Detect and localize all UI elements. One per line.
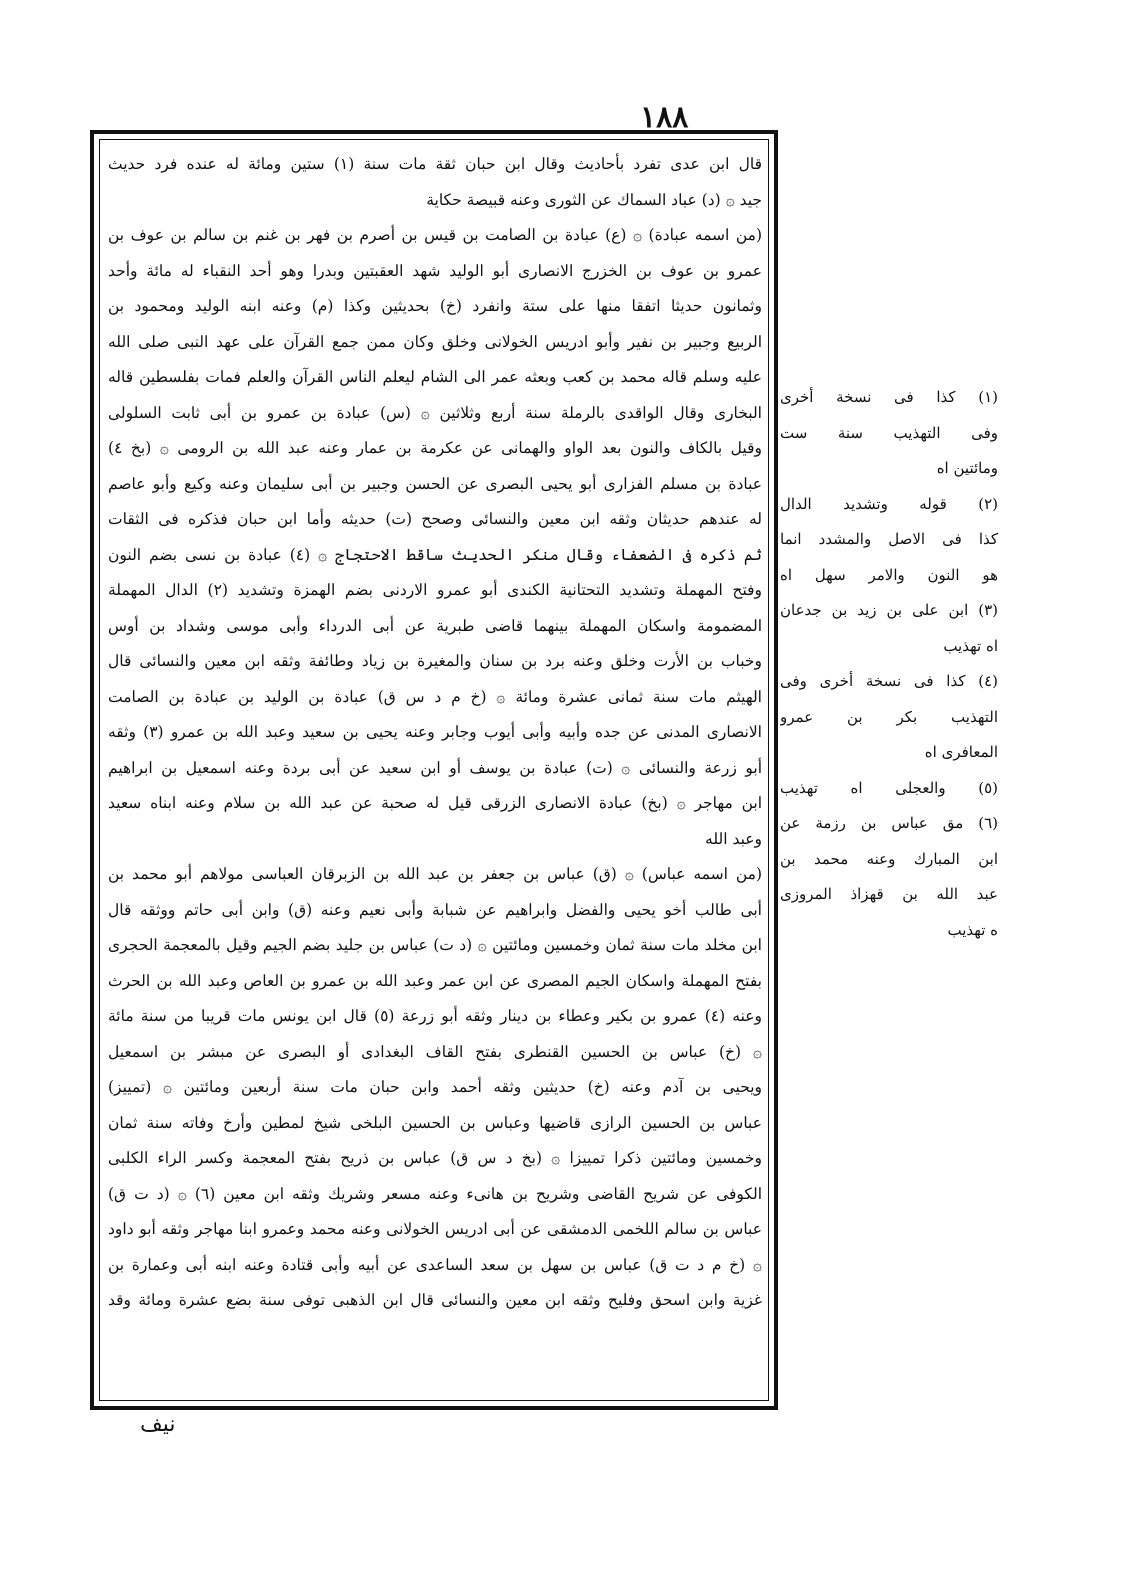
- note-line: ه تهذيب: [947, 920, 998, 939]
- text-line: غزية وابن اسحق وفليح وثقه ابن معين والنسائى قال ابن الذهبى توفى سنة بضع عشرة ومائة وقد: [108, 1291, 762, 1309]
- text-line: عليه وسلم قاله محمد بن كعب وبعثه عمر الى الشام ليعلم الناس القرآن والعلم فمات بفلسطين قاله: [108, 368, 762, 386]
- note-line: اه تهذيب: [943, 636, 998, 655]
- note-line: وفى التهذيب سنة ست: [780, 423, 998, 442]
- note-line: المعافرى اه: [924, 743, 998, 761]
- text-line: (من اسمه عبادة) ۞ (ع) عبادة بن الصامت بن قيس بن أصرم بن فهر بن غنم بن سالم بن عوف بن: [108, 226, 762, 244]
- text-line: الانصارى المدنى عن جده وأبيه وأبى أيوب وجابر وعنه يحيى بن سعيد وعبد الله بن عمرو (٣) وثقه: [108, 723, 762, 741]
- note-line: (٦) مق عباس بن رزمة عن: [780, 814, 998, 832]
- text-line: الكوفى عن شريح القاضى وشريح بن هانىء وعنه مسعر وشريك وثقه ابن معين (٦) ۞ (د ت ق): [108, 1184, 762, 1203]
- margin-notes: [780, 380, 998, 960]
- note-line: (١) كذا فى نسخة أخرى: [780, 388, 998, 406]
- text-line: وعنه (٤) عمرو بن بكير وعطاء بن دينار وثقه أبو زرعة (٥) قال ابن يونس مات قريبا من سنة مائة: [108, 1007, 762, 1025]
- text-line: وخمسين ومائتين ذكرا تمييزا ۞ (بخ د س ق) عباس بن ذريح بفتح المعجمة وكسر الراء الكلبى: [108, 1149, 762, 1167]
- text-line: (من اسمه عباس) ۞ (ق) عباس بن جعفر بن عبد الله بن الزبرقان العباسى مولاهم أبو محمد بن: [108, 865, 762, 883]
- text-line: عمرو بن عوف بن الخزرج الانصارى أبو الوليد شهد العقبتين وبدرا وهو أحد النقباء له مائة وأحد: [108, 261, 762, 280]
- note-line: (٢) قوله وتشديد الدال: [780, 494, 998, 513]
- text-line: أبى طالب أخو يحيى والفضل وابراهيم عن شبابة وأبى نعيم وعنه (ق) وابن أبى حاتم ووثقه قال: [108, 900, 762, 919]
- text-line: جيد ۞ (د) عباد السماك عن الثورى وعنه قبيصة حكاية: [426, 190, 762, 209]
- text-line: وقيل بالكاف والنون بعد الواو والهمانى عن عكرمة بن عمار وعنه عبد الله بن الرومى ۞ (بخ ٤): [108, 439, 762, 457]
- note-line: ابن المبارك وعنه محمد بن: [780, 849, 998, 868]
- text-line: ۞ (خ) عباس بن الحسين القنطرى بفتح القاف البغدادى أو البصرى عن مبشر بن اسمعيل: [108, 1042, 762, 1061]
- text-line: المضمومة واسكان المهملة بينهما قاضى طبرية عن أبى الدرداء وأبى موسى وشداد بن أوس: [108, 616, 762, 635]
- text-line: قال ابن عدى تفرد بأحاديث وقال ابن حبان ثقة مات سنة (١) ستين ومائة له عنده فرد حديث: [108, 155, 762, 173]
- text-line: وخباب بن الأرت وخلق وعنه برد بن سنان والمغيرة بن زياد وطائفة وثقه ابن معين والنسائى قال: [108, 652, 762, 670]
- text-line: بفتح المهملة واسكان الجيم المصرى عن ابن عمر وعبد الله بن عمرو بن العاص وعبد الله بن الحرث: [108, 971, 762, 990]
- text-line: وفتح المهملة وتشديد التحتانية الكندى أبو عمرو الاردنى بضم الهمزة وتشديد (٢) الدال المهملة: [108, 581, 762, 599]
- page-number: ١٨٨: [640, 100, 689, 135]
- text-line: له عندهم حديثان وثقه ابن معين والنسائى وصحح (ت) حديثه وأما ابن حبان فذكره فى الثقات: [108, 510, 762, 528]
- text-line: أبو زرعة والنسائى ۞ (ت) عبادة بن يوسف أو ابن سعيد عن أبى بردة وعنه اسمعيل بن ابراهيم: [108, 758, 762, 777]
- signature-mark: نيف: [140, 1412, 176, 1437]
- note-line: (٥) والعجلى اه تهذيب: [780, 778, 998, 797]
- note-line: ومائتين اه: [936, 459, 998, 477]
- text-line: وعبد الله: [705, 829, 762, 848]
- text-line: عباس بن سالم اللخمى الدمشقى عن أبى ادريس الخولانى وعنه محمد وعمرو ابنا مهاجر وثقه أبو داود: [108, 1220, 762, 1238]
- text-line: ثم ذكره فى الضعفاء وقال منكر الحديث ساقط الاحتجاج ۞ (٤) عبادة بن نسى بضم النون: [108, 545, 762, 564]
- text-line: ابن مهاجر ۞ (بخ) عبادة الانصارى الزرقى قيل له صحبة عن عبد الله بن سلام وعنه ابناه سعيد: [108, 794, 762, 812]
- text-line: الهيثم مات سنة ثمانى عشرة ومائة ۞ (خ م د س ق) عبادة بن الوليد بن عبادة بن الصامت: [108, 687, 762, 706]
- text-line: البخارى وقال الواقدى بالرملة سنة أربع وثلاثين ۞ (س) عبادة بن عمرو بن أبى ثابت السلولى: [108, 403, 762, 422]
- note-line: (٣) ابن على بن زيد بن جدعان: [780, 601, 998, 619]
- text-line: ويحيى بن آدم وعنه (خ) حديثين وثقه أحمد وابن حبان مات سنة أربعين ومائتين ۞ (تمييز): [108, 1078, 762, 1096]
- note-line: عبد الله بن قهزاذ المروزى: [780, 885, 998, 903]
- note-line: التهذيب بكر بن عمرو: [780, 707, 998, 726]
- main-text-block: [108, 147, 762, 1392]
- note-line: (٤) كذا فى نسخة أخرى وفى: [780, 672, 998, 690]
- text-line: الربيع وجبير بن نفير وأبو ادريس الخولانى وخلق وكان ممن جمع القرآن على عهد النبى صلى الله: [108, 332, 762, 351]
- text-line: ۞ (خ م د ت ق) عباس بن سهل بن سعد الساعدى عن أبيه وأبى قتادة وعنه ابنه أبى وعمارة بن: [108, 1255, 762, 1274]
- note-line: كذا فى الاصل والمشدد انما: [780, 530, 998, 548]
- text-line: عباس بن الحسين الرازى قاضيها وعباس بن الحسين البلخى شيخ لمطين وأرخ وفاته سنة ثمان: [108, 1113, 762, 1132]
- text-line: وثمانون حديثا اتفقا منها على ستة وانفرد (خ) بحديثين وكذا (م) وعنه ابنه الوليد ومحمود بن: [108, 297, 762, 315]
- text-line: عبادة بن مسلم الفزارى أبو يحيى البصرى عن الحسن وجبير بن أبى سليمان وعنه وكيع وأبو عاصم: [108, 474, 762, 493]
- text-line: ابن مخلد مات سنة ثمان وخمسين ومائتين ۞ (د ت) عباس بن جليد بضم الجيم وقيل بالمعجمة الحجرى: [108, 936, 762, 954]
- note-line: هو النون والامر سهل اه: [780, 565, 998, 584]
